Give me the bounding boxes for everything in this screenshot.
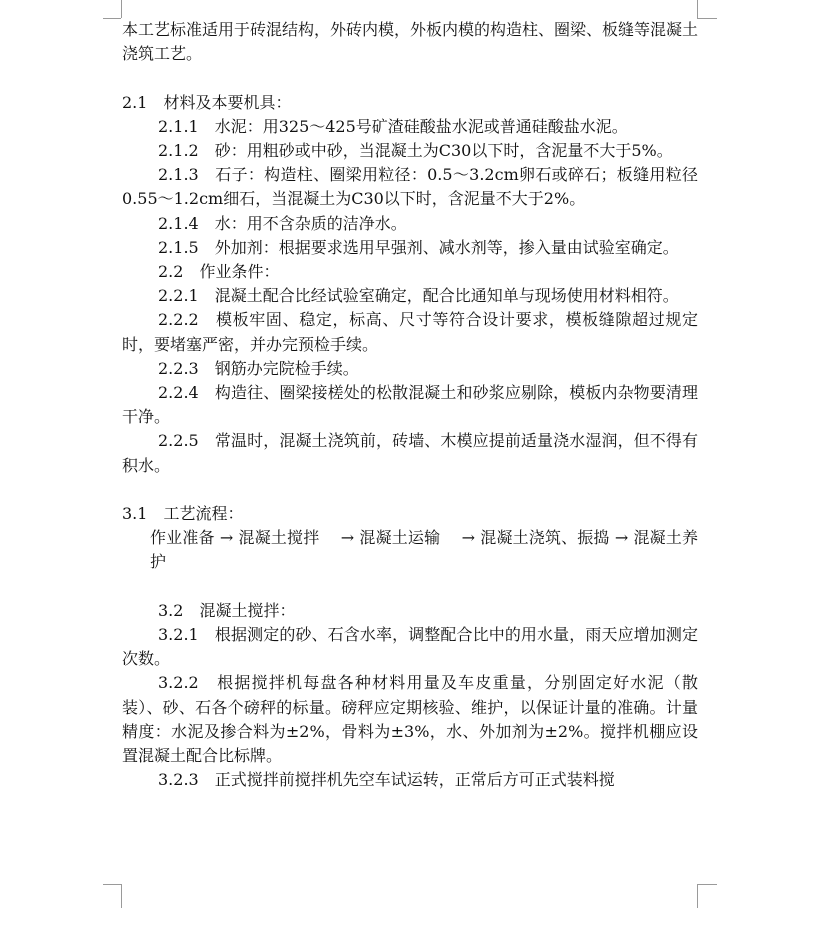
document-paragraph: 3.1 工艺流程： [122,504,244,524]
document-paragraph: 3.2.2 根据搅拌机每盘各种材料用量及车皮重量，分别固定好水泥（散装）、砂、石各个磅秤的标量。磅秤应定期核验、维护，以保证计量的准确。计量精度：水泥及掺合料为±2%，骨料为±3%，水、外加剂为±2%。搅拌机棚应设置混凝土配合比标牌。 [122,673,698,766]
blank-line [122,478,698,502]
document-paragraph: 本工艺标准适用于砖混结构，外砖内模，外板内模的构造柱、圈梁、板缝等混凝土浇筑工艺。 [122,20,699,64]
document-paragraph: 2.2.3 钢筋办完院检手续。 [158,358,359,378]
crop-mark-top-left [121,0,122,18]
document-paragraph: 2.2.5 常温时，混凝土浇筑前，砖墙、木模应提前适量浇水湿润，但不得有积水。 [122,431,698,475]
crop-mark-top-left [103,18,121,19]
document-body [122,18,698,792]
crop-mark-bottom-left [121,884,122,908]
document-paragraph: 2.2.2 模板牢固、稳定，标高、尺寸等符合设计要求，模板缝隙超过规定时，要堵塞严密，并办完预检手续。 [122,310,698,354]
document-paragraph: 3.2.3 正式搅拌前搅拌机先空车试运转，正常后方可正式装料搅 [158,770,615,790]
crop-mark-bottom-right [697,884,698,908]
crop-mark-bottom-left [103,884,121,885]
document-paragraph: 2.1.1 水泥：用325～425号矿渣硅酸盐水泥或普通硅酸盐水泥。 [158,116,628,136]
document-paragraph: 3.2 混凝土搅拌： [158,600,296,620]
crop-mark-top-right [697,18,717,19]
document-paragraph: 2.1 材料及本要机具： [122,92,292,112]
document-paragraph: 2.1.2 砂：用粗砂或中砂，当混凝土为C30以下时，含泥量不大于5%。 [158,141,673,160]
crop-mark-top-right [697,0,698,18]
document-paragraph: 2.1.4 水：用不含杂质的洁净水。 [158,213,407,233]
document-paragraph: 2.1.3 石子：构造柱、圈梁用粒径：0.5～3.2cm卵石或碎石；板缝用粒径0.55～1.2cm细石，当混凝土为C30以下时，含泥量不大于2%。 [122,165,698,209]
process-flow-line: 作业准备 → 混凝土搅拌 → 混凝土运输 → 混凝土浇筑、振捣 → 混凝土养护 [150,528,698,572]
blank-line [122,575,698,599]
document-paragraph: 2.2 作业条件： [158,262,280,282]
document-paragraph: 2.2.1 混凝土配合比经试验室确定，配合比通知单与现场使用材料相符。 [158,286,679,306]
document-paragraph: 2.1.5 外加剂：根据要求选用早强剂、减水剂等，掺入量由试验室确定。 [158,237,679,257]
document-paragraph: 3.2.1 根据测定的砂、石含水率，调整配合比中的用水量，雨天应增加测定次数。 [122,625,698,669]
document-paragraph: 2.2.4 构造往、圈梁接槎处的松散混凝土和砂浆应剔除，模板内杂物要清理干净。 [122,383,698,427]
crop-mark-bottom-right [697,884,717,885]
blank-line [122,66,698,90]
